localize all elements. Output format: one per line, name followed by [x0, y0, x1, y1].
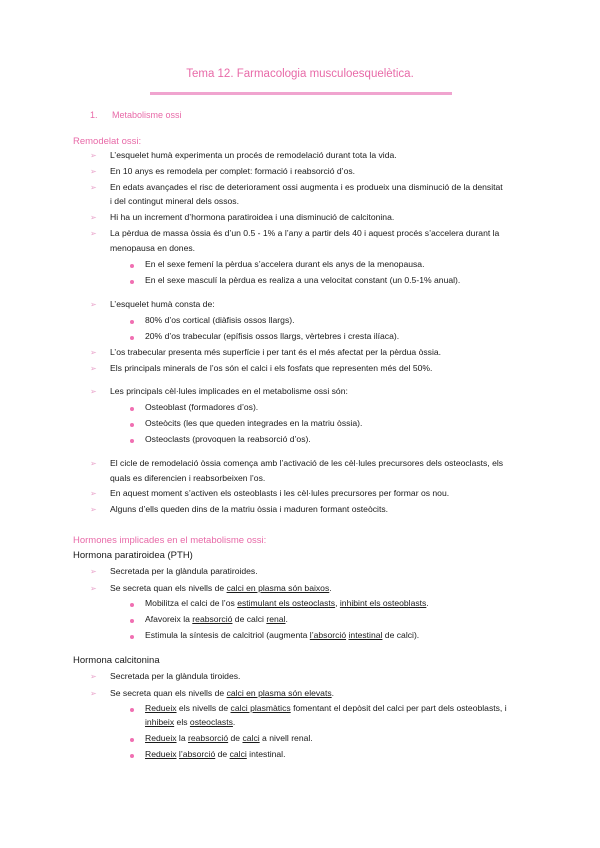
section-label: Metabolisme ossi [112, 110, 182, 120]
text-segment: els [174, 717, 190, 727]
page-title: Tema 12. Farmacologia musculoesquelètica. [186, 68, 414, 80]
dot-bullet-icon [130, 280, 134, 284]
bullet-text: Secretada per la glàndula tiroides. [110, 671, 241, 681]
arrow-bullet-icon: ➢ [90, 364, 97, 373]
arrow-bullet-icon: ➢ [90, 584, 97, 593]
arrow-bullet-icon: ➢ [90, 300, 97, 309]
arrow-bullet-icon: ➢ [90, 229, 97, 238]
section-number: 1. [90, 110, 98, 120]
bullet-text: Les principals cèl·lules implicades en el metabolisme ossi són: [110, 386, 348, 396]
bullet-text: La pèrdua de massa òssia és d’un 0.5 - 1% a l’any a partir dels 40 i aquest procés s’accelera durant la [110, 228, 500, 238]
dot-bullet-icon [130, 738, 134, 742]
sub-bullet-text [145, 630, 419, 641]
dot-bullet-icon [130, 264, 134, 268]
dot-bullet-icon [130, 619, 134, 623]
text-segment: , [335, 598, 340, 608]
arrow-bullet-icon: ➢ [90, 183, 97, 192]
text-segment: Se secreta quan els nivells de [110, 583, 227, 593]
bullet-text: En edats avançades el risc de deteriorament ossi augmenta i es produeix una disminució de la densitat [110, 182, 503, 192]
text-segment: fomentant el depòsit del calci per part dels osteoblasts, i [290, 703, 507, 713]
arrow-bullet-icon: ➢ [90, 459, 97, 468]
arrow-bullet-icon: ➢ [90, 489, 97, 498]
underlined-text: calci plasmàtics [230, 703, 291, 713]
sub-bullet-text [145, 598, 429, 609]
bullet-text-cont: i del contingut mineral dels ossos. [110, 196, 239, 206]
arrow-bullet-icon: ➢ [90, 348, 97, 357]
text-segment: de calci). [382, 630, 420, 640]
arrow-bullet-icon: ➢ [90, 672, 97, 681]
sub-bullet-text: En el sexe femení la pèrdua s’accelera durant els anys de la menopausa. [145, 259, 425, 269]
section-heading-metabolisme [90, 110, 182, 120]
text-segment: Se secreta quan els nivells de [110, 688, 227, 698]
bullet-text-cont: menopausa en dones. [110, 243, 196, 253]
bullet-text: L’esquelet humà experimenta un procés de remodelació durant tota la vida. [110, 150, 397, 160]
arrow-bullet-icon: ➢ [90, 505, 97, 514]
sub-bullet-text: 80% d’os cortical (diàfisis ossos llargs). [145, 315, 295, 325]
text-segment: Mobilitza el calci de l’os [145, 598, 238, 608]
dot-bullet-icon [130, 423, 134, 427]
text-segment: . [331, 688, 335, 698]
dot-bullet-icon [130, 336, 134, 340]
underlined-text: calci [229, 749, 247, 759]
underlined-text: Redueix [145, 749, 177, 759]
sub-bullet-text-cont [145, 717, 235, 728]
underlined-text: l’absorció [178, 749, 216, 759]
heading-pth: Hormona paratiroidea (PTH) [73, 550, 193, 561]
underlined-text: reabsorció [192, 614, 233, 624]
dot-bullet-icon [130, 708, 134, 712]
underlined-text: calci en plasma són baixos [226, 583, 330, 593]
sub-bullet-text: Osteòcits (les que queden integrades en la matriu òssia). [145, 418, 363, 428]
heading-remodelat: Remodelat ossi: [73, 136, 142, 147]
text-segment: de [228, 733, 243, 743]
bullet-text: En 10 anys es remodela per complet: formació i reabsorció d’os. [110, 166, 356, 176]
arrow-bullet-icon: ➢ [90, 387, 97, 396]
dot-bullet-icon [130, 407, 134, 411]
underlined-text: renal [266, 614, 286, 624]
text-segment: Afavoreix la [145, 614, 193, 624]
arrow-bullet-icon: ➢ [90, 167, 97, 176]
dot-bullet-icon [130, 320, 134, 324]
bullet-text: L’os trabecular presenta més superfície i per tant és el més afectat per la pèrdua òssia. [110, 347, 442, 357]
text-segment: de calci [232, 614, 267, 624]
sub-bullet-text [145, 614, 288, 625]
text-segment: els nivells de [176, 703, 231, 713]
underlined-text: calci en plasma són elevats [226, 688, 332, 698]
sub-bullet-text [145, 703, 507, 714]
text-segment: intestinal. [246, 749, 286, 759]
text-segment: de [215, 749, 230, 759]
heading-hormones: Hormones implicades en el metabolisme ossi: [73, 535, 267, 546]
underlined-text: reabsorció [188, 733, 229, 743]
underlined-text: l’absorció [309, 630, 347, 640]
underlined-text: Redueix [145, 703, 177, 713]
text-segment: . [232, 717, 236, 727]
bullet-text: En aquest moment s’activen els osteoblasts i les cèl·lules precursores per formar os nou. [110, 488, 450, 498]
underlined-text: Redueix [145, 733, 177, 743]
dot-bullet-icon [130, 603, 134, 607]
heading-calcitonina: Hormona calcitonina [73, 655, 160, 666]
sub-bullet-text: Osteoclasts (provoquen la reabsorció d’os). [145, 434, 311, 444]
text-segment: . [426, 598, 429, 608]
arrow-bullet-icon: ➢ [90, 213, 97, 222]
bullet-text: L’esquelet humà consta de: [110, 299, 215, 309]
arrow-bullet-icon: ➢ [90, 689, 97, 698]
text-segment: a nivell renal. [259, 733, 313, 743]
text-segment: Estimula la síntesis de calcitriol (augmenta [145, 630, 310, 640]
bullet-text: Secretada per la glàndula paratiroides. [110, 566, 258, 576]
title-underline [150, 92, 452, 95]
bullet-text: Alguns d’ells queden dins de la matriu òssia i maduren formant osteòcits. [110, 504, 389, 514]
sub-bullet-text: Osteoblast (formadores d’os). [145, 402, 259, 412]
bullet-text [110, 583, 332, 594]
bullet-text [110, 688, 334, 699]
sub-bullet-text: En el sexe masculí la pèrdua es realiza a una velocitat constant (un 0.5-1% anual). [145, 275, 461, 285]
underlined-text: intestinal [348, 630, 383, 640]
arrow-bullet-icon: ➢ [90, 567, 97, 576]
underlined-text: estimulant els osteoclasts [237, 598, 336, 608]
dot-bullet-icon [130, 754, 134, 758]
sub-bullet-text [145, 733, 313, 744]
bullet-text-cont: quals es diferencien i reabsorbeixen l’os. [110, 473, 266, 483]
dot-bullet-icon [130, 635, 134, 639]
sub-bullet-text [145, 749, 285, 760]
arrow-bullet-icon: ➢ [90, 151, 97, 160]
text-segment: la [176, 733, 188, 743]
underlined-text: osteoclasts [189, 717, 233, 727]
text-segment: . [329, 583, 332, 593]
underlined-text: inhibeix [145, 717, 175, 727]
bullet-text: Els principals minerals de l’os són el calci i els fosfats que representen més del 50%. [110, 363, 433, 373]
sub-bullet-text: 20% d’os trabecular (epífisis ossos llargs, vèrtebres i cresta ilíaca). [145, 331, 400, 341]
underlined-text: calci [242, 733, 260, 743]
bullet-text: El cicle de remodelació òssia comença amb l’activació de les cèl·lules precursores dels osteoclasts, els [110, 458, 504, 468]
text-segment: . [285, 614, 288, 624]
underlined-text: inhibint els osteoblasts [339, 598, 427, 608]
dot-bullet-icon [130, 439, 134, 443]
bullet-text: Hi ha un increment d’hormona paratiroidea i una disminució de calcitonina. [110, 212, 395, 222]
